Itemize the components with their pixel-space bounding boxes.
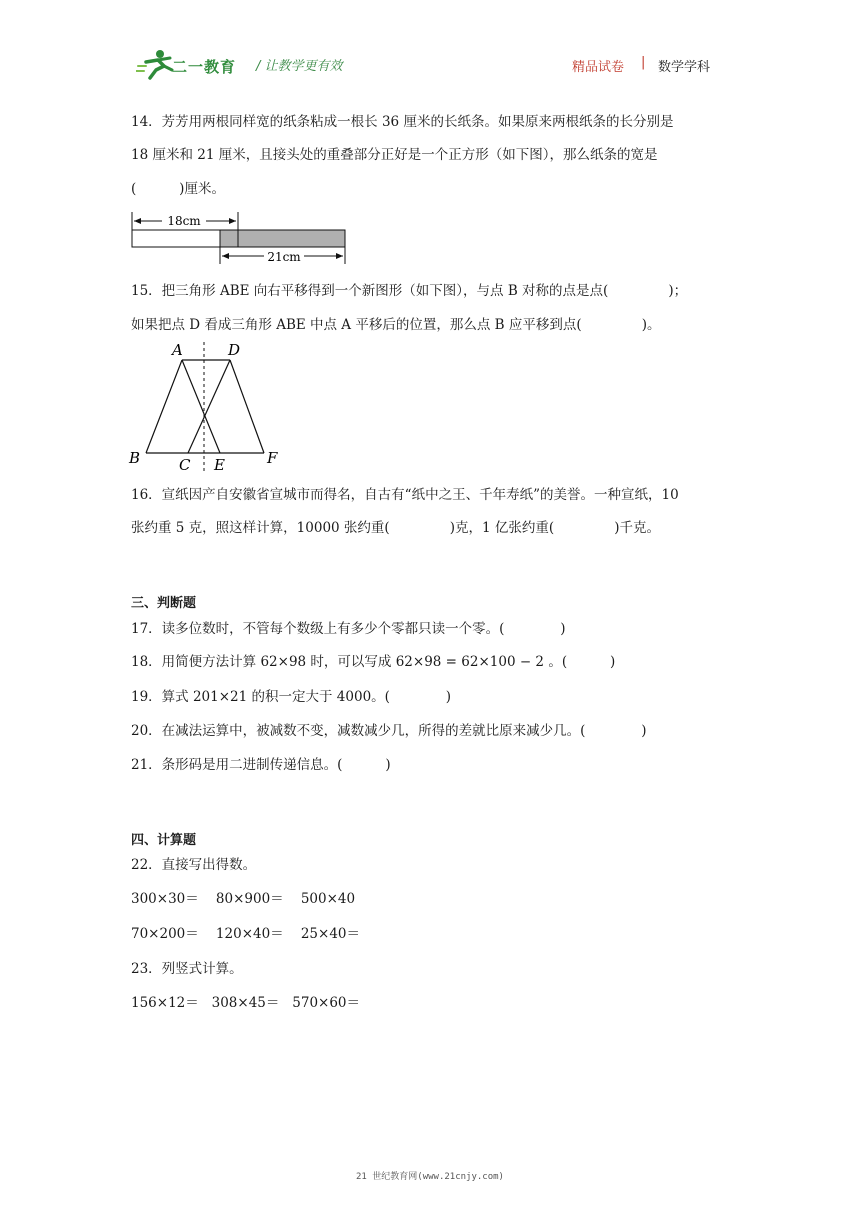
q20: 20．在减法运算中，被减数不变，减数减少几，所得的差就比原来减少几。( ) — [131, 723, 647, 739]
header-tag: 精品试卷 — [572, 60, 625, 75]
triangle-translation-figure — [126, 338, 286, 474]
point-label-b: B — [129, 449, 141, 467]
q17: 17．读多位数时，不管每个数级上有多少个零都只读一个零。( ) — [131, 621, 566, 637]
section4-title: 四、计算题 — [131, 833, 197, 848]
logo-text: 二一教育 — [172, 58, 237, 76]
point-label-e: E — [214, 456, 225, 474]
q15-line2: 如果把点 D 看成三角形 ABE 中点 A 平移后的位置，那么点 B 应平移到点( )。 — [131, 317, 661, 333]
paper-strip-figure — [128, 208, 352, 266]
section3-title: 三、判断题 — [131, 596, 197, 611]
q22-title: 22．直接写出得数。 — [131, 857, 257, 873]
point-label-c: C — [179, 456, 191, 474]
q22-row2: 70×200＝ 120×40＝ 25×40＝ — [131, 926, 361, 942]
strip-label-21cm: 21cm — [267, 250, 301, 264]
q18: 18．用简便方法计算 62×98 时，可以写成 62×98 = 62×100 − 2 。( ) — [131, 654, 616, 670]
q16-line2: 张约重 5 克，照这样计算，10000 张约重( )克，1 亿张约重( )千克。 — [131, 520, 661, 536]
q22-row1: 300×30＝ 80×900＝ 500×40 — [131, 891, 356, 907]
point-label-f: F — [267, 449, 278, 467]
q16-line1: 16．宣纸因产自安徽省宣城市而得名，自古有“纸中之王、千年寿纸”的美誉。一种宣纸，10 — [131, 487, 679, 503]
point-label-d: D — [228, 341, 241, 359]
q14-line3: ( )厘米。 — [131, 181, 225, 197]
header-separator: | — [641, 55, 646, 70]
logo — [136, 48, 246, 80]
q21: 21．条形码是用二进制传递信息。( ) — [131, 757, 391, 773]
point-label-a: A — [172, 341, 183, 359]
q19: 19．算式 201×21 的积一定大于 4000。( ) — [131, 689, 451, 705]
q23-row1: 156×12＝ 308×45＝ 570×60＝ — [131, 995, 361, 1011]
header-slogan: / 让教学更有效 — [256, 59, 343, 74]
q15-line1: 15．把三角形 ABE 向右平移得到一个新图形（如下图），与点 B 对称的点是点( )； — [131, 283, 688, 299]
strip-label-18cm: 18cm — [167, 214, 201, 228]
header-subject: 数学学科 — [658, 60, 711, 75]
q14-line1: 14．芳芳用两根同样宽的纸条粘成一根长 36 厘米的长纸条。如果原来两根纸条的长分别是 — [131, 114, 674, 130]
runner-logo-icon — [136, 48, 176, 80]
page-footer: 21 世纪教育网(www.21cnjy.com) — [356, 1172, 504, 1182]
q14-line2: 18 厘米和 21 厘米，且接头处的重叠部分正好是一个正方形（如下图），那么纸条的宽是 — [131, 147, 658, 163]
q23-title: 23．列竖式计算。 — [131, 961, 243, 977]
